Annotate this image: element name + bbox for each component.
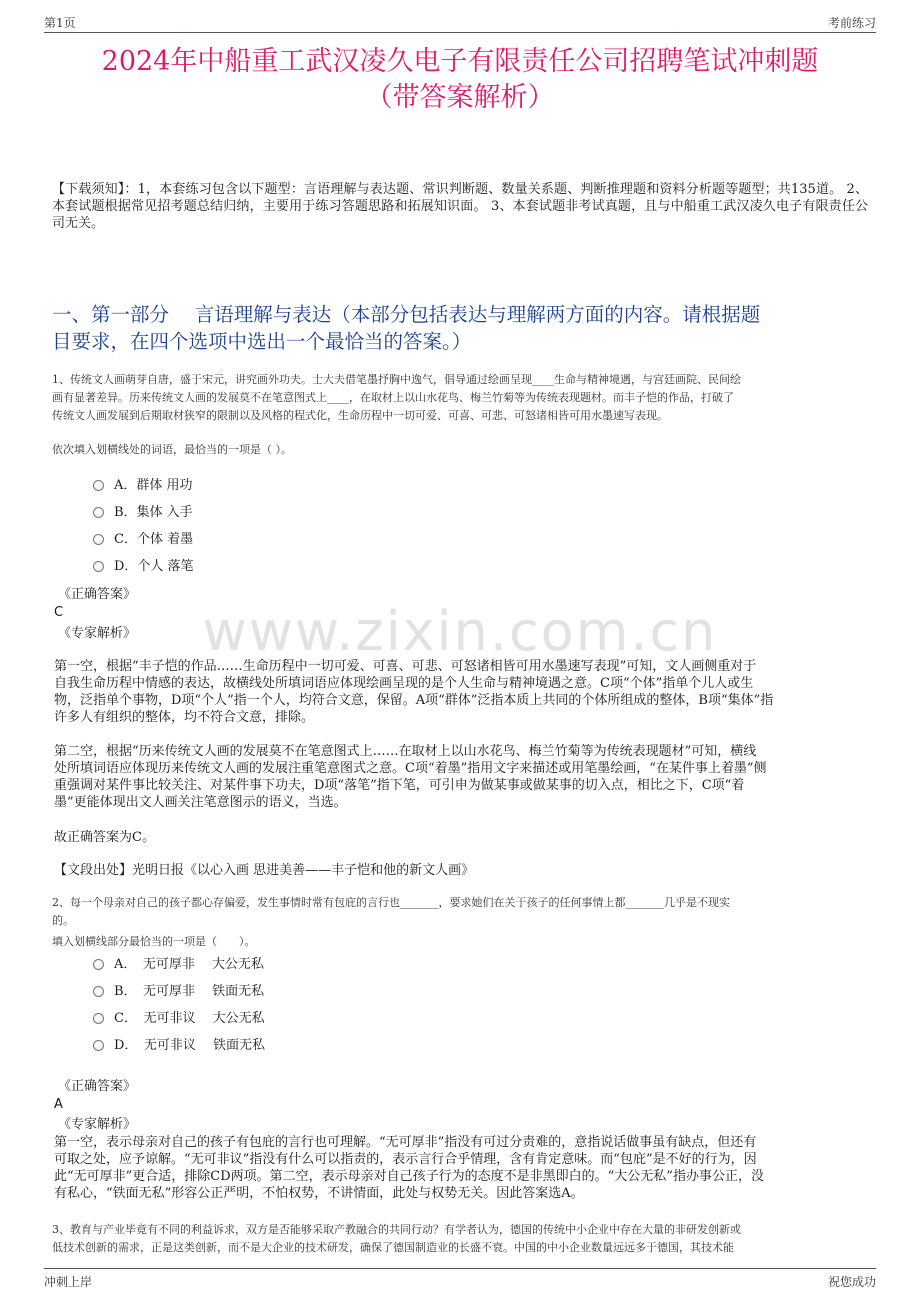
question-3-line: 3、教育与产业毕竟有不同的利益诉求，双方是否能够采取产教融合的共同行动？有学者认为，德国的传统中小企业中存在大量的非研发创新或 — [52, 1223, 741, 1236]
doc-subtitle: （带答案解析） — [365, 82, 555, 113]
question-1-line: 传统文人画发展到后期取材狭窄的限制以及风格的程式化，生命历程中一切可爱、可喜、可悲、可怒诸相皆可用水墨速写表现。 — [52, 409, 668, 422]
section-heading-line1: 一、第一部分 言语理解与表达（本部分包括表达与理解两方面的内容。请根据题 — [52, 303, 761, 326]
footer-rule — [44, 1268, 876, 1269]
analysis-line: 此“无可厚非”更合适，排除CD两项。第二空，表示母亲对自己孩子行为的态度不是非黑即白的。“大公无私”指办事公正，没 — [54, 1169, 764, 1184]
question-1-text — [52, 371, 872, 425]
radio-icon[interactable] — [93, 959, 104, 970]
analysis-line: 许多人有组织的整体，均不符合文意，排除。 — [54, 710, 315, 725]
radio-icon[interactable] — [93, 561, 104, 572]
analysis-line: 墨”更能体现出文人画关注笔意图示的语义，当选。 — [54, 795, 347, 810]
analysis-line: 重强调对某件事比较关注、对某件事下功夫，D项“落笔”指下笔，可引申为做某事或做某事的切入点，相比之下，C项“着 — [54, 778, 745, 793]
question-3-text — [52, 1221, 872, 1257]
question-1-answer: C — [54, 605, 64, 620]
question-1-source: 【文段出处】光明日报《以心入画 思进美善——丰子恺和他的新文人画》 — [54, 863, 475, 878]
question-2-text — [52, 894, 872, 930]
section-heading-line2: 目要求，在四个选项中选出一个最恰当的答案。） — [52, 330, 472, 353]
question-1-line: 1、传统文人画萌芽自唐，盛于宋元，讲究画外功夫。士大夫借笔墨抒胸中逸气，倡导通过绘画呈现____生命与精神境遇，与宫廷画院、民间绘 — [52, 373, 741, 386]
footer-left-label: 冲刺上岸 — [44, 1275, 93, 1289]
question-1-analysis-para2 — [54, 743, 860, 811]
question-1-prompt: 依次填入划横线处的词语，最恰当的一项是（ ）。 — [52, 443, 292, 456]
question-1-conclusion: 故正确答案为C。 — [54, 830, 155, 845]
question-2-line: 的。 — [52, 914, 74, 927]
analysis-line: 第二空，根据“历来传统文人画的发展莫不在笔意图式上……在取材上以山水花鸟、梅兰竹菊等为传统表现题材”可知，横线 — [54, 744, 757, 759]
question-2-option-c[interactable]: C． 无可非议 大公无私 — [93, 1011, 265, 1027]
page-number: 第1页 — [44, 16, 76, 30]
question-2-option-b[interactable]: B． 无可厚非 铁面无私 — [93, 984, 264, 1000]
question-1-analysis-para1 — [54, 658, 860, 726]
radio-icon[interactable] — [93, 1040, 104, 1051]
watermark: www.zixin.com.cn — [202, 600, 718, 663]
footer-right-label: 祝您成功 — [827, 1275, 876, 1289]
question-1-option-c[interactable]: C．个体 着墨 — [93, 532, 193, 548]
question-1-option-d[interactable]: D．个人 落笔 — [93, 559, 194, 575]
question-2-prompt: 填入划横线部分最恰当的一项是（ ）。 — [52, 935, 256, 948]
radio-icon[interactable] — [93, 986, 104, 997]
question-2-line: 2、每一个母亲对自己的孩子都心存偏爱，发生事情时常有包庇的言行也_______，要求她们在关于孩子的任何事情上都_______几乎是不现实 — [52, 896, 730, 909]
analysis-line: 第一空，表示母亲对自己的孩子有包庇的言行也可理解。“无可厚非”指没有可过分责难的，意指说话做事虽有缺点，但还有 — [54, 1135, 757, 1150]
question-1-option-a[interactable]: A．群体 用功 — [93, 478, 193, 494]
question-1-answer-label: 《正确答案》 — [58, 587, 137, 602]
question-2-analysis — [54, 1134, 860, 1202]
question-3-line: 低技术创新的需求，正是这类创新，而不是大企业的技术研发，确保了德国制造业的长盛不衰。中国的中小企业数量远远多于德国，其技术能 — [52, 1241, 734, 1254]
analysis-line: 有私心，“铁面无私”形容公正严明，不怕权势，不讲情面，此处与权势无关。因此答案选A。 — [54, 1186, 584, 1201]
question-2-answer-label: 《正确答案》 — [58, 1079, 137, 1094]
doc-title: 2024年中船重工武汉凌久电子有限责任公司招聘笔试冲刺题 — [101, 46, 819, 77]
radio-icon[interactable] — [93, 507, 104, 518]
question-2-option-d[interactable]: D． 无可非议 铁面无私 — [93, 1038, 265, 1054]
question-2-analysis-label: 《专家解析》 — [58, 1117, 137, 1132]
question-1-line: 画有显著差异。历来传统文人画的发展莫不在笔意图式上____，在取材上以山水花鸟、梅兰竹菊等为传统表现题材。而丰子恺的作品，打破了 — [52, 391, 734, 404]
analysis-line: 可取之处，应予谅解。“无可非议”指没有什么可以指责的，表示言行合乎情理，含有肯定意味。而“包庇”是不好的行为，因 — [54, 1152, 757, 1167]
analysis-line: 第一空，根据“丰子恺的作品……生命历程中一切可爱、可喜、可悲、可怒诸相皆可用水墨速写表现”可知，文人画侧重对于 — [54, 659, 757, 674]
header-right-label: 考前练习 — [827, 16, 876, 30]
analysis-line: 处所填词语应体现历来传统文人画的发展注重笔意图式之意。C项“着墨”指用文字来描述或用笔墨绘画，“在某件事上着墨”侧 — [54, 761, 767, 776]
question-1-analysis-label: 《专家解析》 — [58, 626, 137, 641]
radio-icon[interactable] — [93, 1013, 104, 1024]
question-2-option-a[interactable]: A． 无可厚非 大公无私 — [93, 957, 264, 973]
question-1-option-b[interactable]: B．集体 入手 — [93, 505, 193, 521]
analysis-line: 自我生命历程中情感的表达，故横线处所填词语应体现绘画呈现的是个人生命与精神境遇之意。C项“个体”指单个儿人或生 — [54, 676, 754, 691]
radio-icon[interactable] — [93, 534, 104, 545]
radio-icon[interactable] — [93, 480, 104, 491]
download-notice: 【下载须知】：1，本套练习包含以下题型：言语理解与表达题、常识判断题、数量关系题、判断推理题和资料分析题等题型；共135道。 2、本套试题根据常见招考题总结归纳，主要用于练习答题思路和拓展知识面。 3、本套试题非考试真题，且与中船重工武汉凌久电子有限责任公司无关。 — [52, 182, 868, 231]
header-rule — [44, 32, 876, 33]
question-2-answer: A — [54, 1097, 63, 1112]
analysis-line: 物，泛指单个事物，D项“个人”指一个人，均符合文意，保留。A项“群体”泛指本质上共同的个体所组成的整体，B项“集体”指 — [54, 693, 774, 708]
